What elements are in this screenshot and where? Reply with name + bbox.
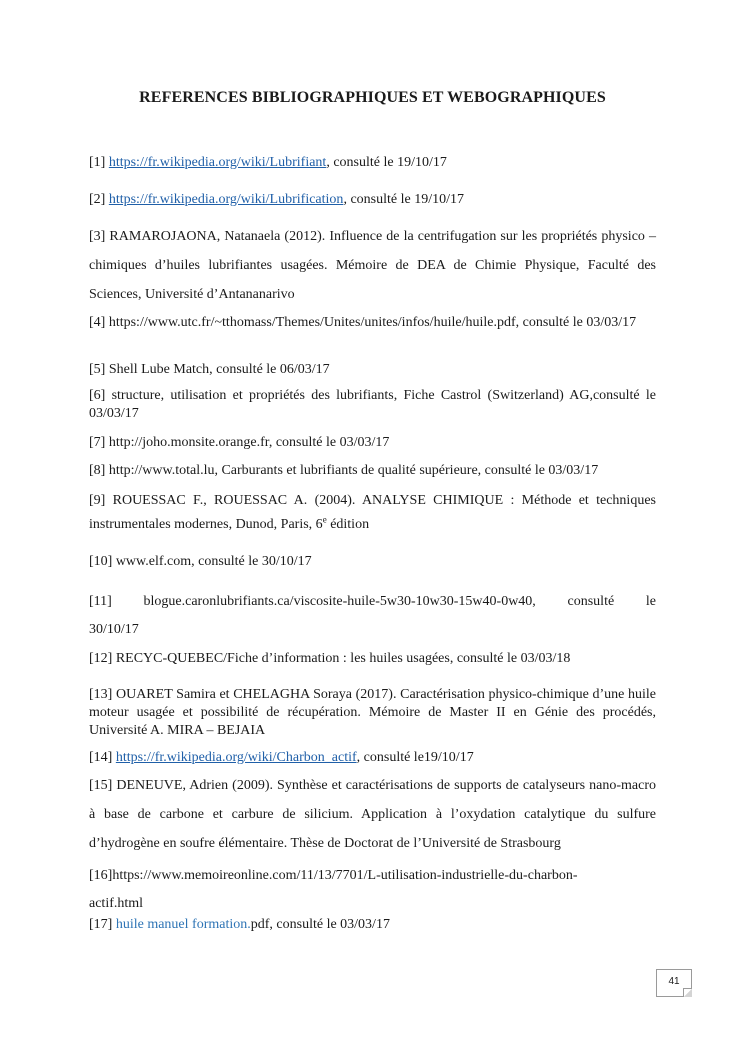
reference-4: [4] https://www.utc.fr/~tthomass/Themes/Unites/unites/infos/huile/huile.pdf, consulté le 03/03/17 xyxy=(89,315,637,330)
reference-6: [6] structure, utilisation et propriétés des lubrifiants, Fiche Castrol (Switzerland) AG,consulté le 03/03/17 xyxy=(89,388,656,421)
reference-le: le xyxy=(645,594,656,609)
reference-3: [3] RAMAROJAONA, Natanaela (2012). Influence de la centrifugation sur les propriétés physico –chimiques d’huiles lubrifiantes usagées. Mémoire de DEA de Chimie Physique, Faculté des Sciences, Université d’Antananarivo xyxy=(89,229,656,302)
reference-link[interactable]: https://fr.wikipedia.org/wiki/Lubrifiant xyxy=(108,155,327,170)
reference-link[interactable]: https://fr.wikipedia.org/wiki/Charbon_actif xyxy=(115,750,357,765)
reference-number: [17] xyxy=(89,917,116,932)
reference-15: [15] DENEUVE, Adrien (2009). Synthèse et caractérisations de supports de catalyseurs nano-macro à base de carbone et carbure de silicium. Application à l’oxydation catalytique du sulfure d’hydrogène en soufre élémentaire. Thèse de Doctorat de l’Université de Strasbourg xyxy=(89,778,656,851)
reference-10: [10] www.elf.com, consulté le 30/10/17 xyxy=(89,554,312,569)
reference-9 xyxy=(89,489,656,537)
reference-7: [7] http://joho.monsite.orange.fr, consulté le 03/03/17 xyxy=(89,435,390,450)
reference-number: [11] xyxy=(89,594,112,609)
reference-url: blogue.caronlubrifiants.ca/viscosite-huile-5w30-10w30-15w40-0w40, xyxy=(143,594,536,609)
reference-consulte: consulté xyxy=(567,594,615,609)
reference-text: [9] ROUESSAC F., ROUESSAC A. (2004). ANALYSE CHIMIQUE : Méthode et techniques instrumentales modernes, Dunod, Paris, 6 xyxy=(89,493,656,532)
page-number: 41 xyxy=(668,975,680,987)
reference-1 xyxy=(89,153,656,173)
page-number-badge xyxy=(656,969,692,997)
reference-text: , consulté le 19/10/17 xyxy=(343,192,464,207)
reference-17 xyxy=(89,915,656,935)
reference-8: [8] http://www.total.lu, Carburants et lubrifiants de qualité supérieure, consulté le 03/03/17 xyxy=(89,463,599,478)
reference-11 xyxy=(89,588,656,644)
reference-text: pdf, consulté le 03/03/17 xyxy=(250,917,390,932)
page-title: REFERENCES BIBLIOGRAPHIQUES ET WEBOGRAPHIQUES xyxy=(139,89,606,106)
superscript: e xyxy=(322,514,327,525)
reference-line: [16]https://www.memoireonline.com/11/13/7701/L-utilisation-industrielle-du-charbon- xyxy=(89,868,578,883)
reference-link[interactable]: https://fr.wikipedia.org/wiki/Lubrification xyxy=(108,192,344,207)
reference-text-end: édition xyxy=(326,517,370,532)
reference-date: 30/10/17 xyxy=(89,622,139,637)
reference-12: [12] RECYC-QUEBEC/Fiche d’information : les huiles usagées, consulté le 03/03/18 xyxy=(89,651,571,666)
reference-5: [5] Shell Lube Match, consulté le 06/03/17 xyxy=(89,362,330,377)
reference-text: , consulté le19/10/17 xyxy=(356,750,474,765)
reference-13: [13] OUARET Samira et CHELAGHA Soraya (2017). Caractérisation physico-chimique d’une huile moteur usagée et possibilité de récupération. Mémoire de Master II en Génie des procédés, Université A. MIRA – BEJAIA xyxy=(89,687,656,738)
reference-link-text: huile manuel formation. xyxy=(115,917,251,932)
reference-2 xyxy=(89,190,656,210)
reference-number: [14] xyxy=(89,750,116,765)
reference-line: actif.html xyxy=(89,896,144,911)
reference-number: [1] xyxy=(89,155,109,170)
reference-14 xyxy=(89,748,656,768)
reference-number: [2] xyxy=(89,192,109,207)
reference-16 xyxy=(89,862,656,918)
reference-text: , consulté le 19/10/17 xyxy=(326,155,447,170)
